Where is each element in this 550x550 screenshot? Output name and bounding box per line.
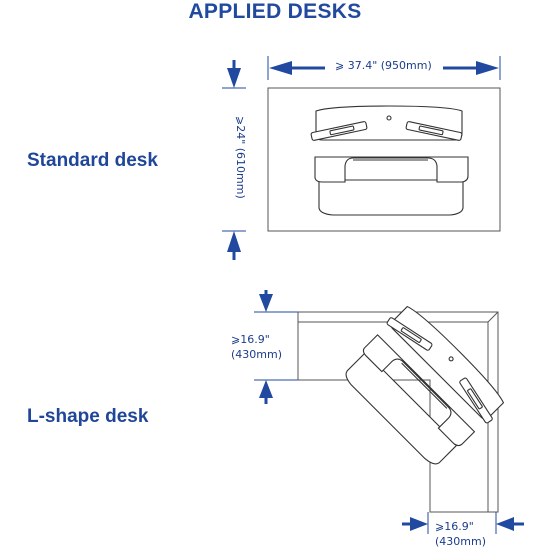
lshape-depth-dimension-value: ⩾16.9" [231, 333, 270, 346]
lshape-bottom-dimension-value: ⩾16.9" [435, 520, 474, 533]
standard-width-dimension: ⩾ 37.4" (950mm) [335, 59, 432, 72]
lshape-bottom-dimension-metric: (430mm) [435, 535, 487, 548]
standard-standing-converter [311, 106, 468, 215]
standard-width-dimension-line [268, 56, 500, 80]
standard-desk-label: Standard desk [27, 150, 158, 171]
lshape-bottom-dimension-line [402, 512, 524, 534]
page-title: APPLIED DESKS [188, 0, 362, 23]
standard-depth-dimension: ⩾24" (610mm) [234, 116, 247, 199]
standard-depth-dimension-line [222, 60, 246, 260]
l-shape-desk-label: L-shape desk [27, 406, 149, 427]
lshape-depth-dimension-metric: (430mm) [231, 348, 283, 361]
lshape-depth-dimension-line [254, 290, 298, 404]
